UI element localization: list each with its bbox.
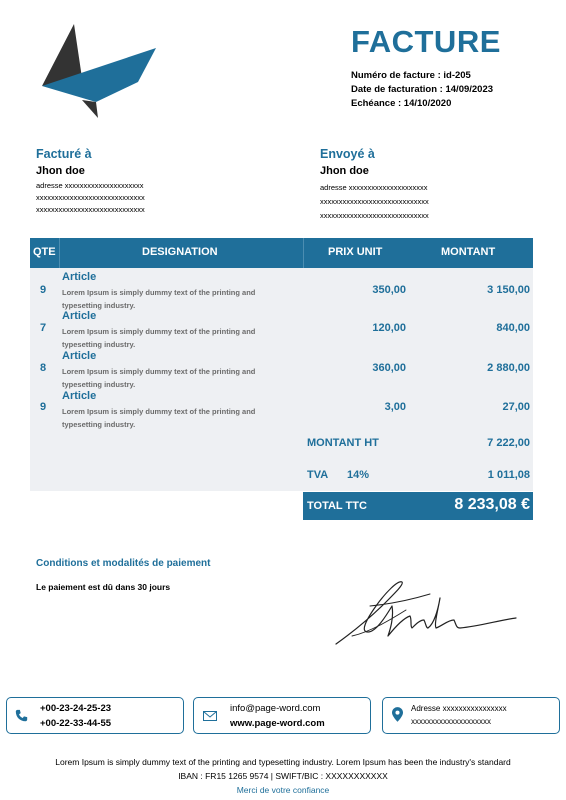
mail-icon	[203, 711, 217, 721]
row-article-description: Lorem Ipsum is simply dummy text of the printing and typesetting industry.	[62, 407, 256, 429]
billed-to-heading: Facturé à	[36, 147, 92, 161]
row-amount: 840,00	[496, 322, 530, 334]
row-article-title: Article	[62, 390, 97, 402]
address-line: xxxxxxxxxxxxxxxxxxxx	[411, 717, 491, 726]
row-unit-price: 120,00	[372, 322, 406, 334]
header-divider	[59, 238, 60, 268]
row-amount: 27,00	[502, 401, 530, 413]
row-article-title: Article	[62, 350, 97, 362]
sent-to-address-line: adresse xxxxxxxxxxxxxxxxxxxxx	[320, 183, 428, 192]
row-article-title: Article	[62, 271, 97, 283]
invoice-date: Date de facturation : 14/09/2023	[351, 84, 494, 95]
contact-address-box	[382, 697, 560, 734]
tax-label: TVA	[307, 469, 329, 481]
billed-to-address-line: adresse xxxxxxxxxxxxxxxxxxxxx	[36, 181, 144, 190]
subtotal-label: MONTANT HT	[307, 437, 379, 449]
row-qty: 8	[40, 362, 47, 374]
location-pin-icon	[392, 707, 403, 722]
sent-to-address-line: xxxxxxxxxxxxxxxxxxxxxxxxxxxxx	[320, 211, 429, 220]
total-label: TOTAL TTC	[307, 500, 367, 512]
header-qty: QTE	[33, 246, 56, 258]
footer-thanks: Merci de votre confiance	[236, 785, 330, 795]
email-address: info@page-word.com	[230, 703, 321, 714]
header-unit-price: PRIX UNIT	[328, 246, 383, 258]
sent-to-heading: Envoyé à	[320, 147, 375, 161]
sent-to-address-line: xxxxxxxxxxxxxxxxxxxxxxxxxxxxx	[320, 197, 429, 206]
row-article-description: Lorem Ipsum is simply dummy text of the printing and typesetting industry.	[62, 327, 256, 349]
subtotal-value: 7 222,00	[487, 437, 530, 449]
address-line: Adresse xxxxxxxxxxxxxxxx	[411, 704, 507, 713]
tax-value: 1 011,08	[487, 469, 530, 481]
phone-icon	[15, 709, 28, 722]
row-unit-price: 360,00	[372, 362, 406, 374]
header-designation: DESIGNATION	[142, 246, 218, 258]
row-qty: 7	[40, 322, 47, 334]
invoice-number: Numéro de facture : id-205	[351, 70, 471, 81]
row-unit-price: 350,00	[372, 284, 406, 296]
document-title: FACTURE	[351, 24, 501, 59]
footer-bank-details: IBAN : FR15 1265 9574 | SWIFT/BIC : XXXXXXXXXXX	[178, 771, 388, 781]
sent-to-name: Jhon doe	[320, 165, 369, 177]
tax-rate: 14%	[347, 469, 370, 481]
row-qty: 9	[40, 401, 47, 413]
due-date: Echéance : 14/10/2020	[351, 98, 452, 109]
payment-conditions-text: Le paiement est dû dans 30 jours	[36, 582, 171, 592]
header-amount: MONTANT	[441, 246, 496, 258]
billed-to-address-line: xxxxxxxxxxxxxxxxxxxxxxxxxxxxx	[36, 205, 145, 214]
website: www.page-word.com	[230, 718, 325, 729]
phone-number: +00-22-33-44-55	[40, 718, 112, 729]
row-article-title: Article	[62, 310, 97, 322]
billed-to-name: Jhon doe	[36, 165, 85, 177]
row-qty: 9	[40, 284, 47, 296]
signature	[330, 576, 520, 648]
total-value: 8 233,08 €	[454, 496, 530, 513]
company-logo	[40, 24, 158, 118]
row-amount: 3 150,00	[487, 284, 530, 296]
billed-to-address-line: xxxxxxxxxxxxxxxxxxxxxxxxxxxxx	[36, 193, 145, 202]
phone-number: +00-23-24-25-23	[40, 703, 112, 714]
row-article-description: Lorem Ipsum is simply dummy text of the printing and typesetting industry.	[62, 288, 256, 310]
row-article-description: Lorem Ipsum is simply dummy text of the printing and typesetting industry.	[62, 367, 256, 389]
payment-conditions-title: Conditions et modalités de paiement	[36, 558, 211, 569]
footer-text: Lorem Ipsum is simply dummy text of the printing and typesetting industry. Lorem Ipsum has been the industry's standard	[55, 757, 511, 767]
row-amount: 2 880,00	[487, 362, 530, 374]
row-unit-price: 3,00	[384, 401, 406, 413]
header-divider	[303, 238, 304, 268]
